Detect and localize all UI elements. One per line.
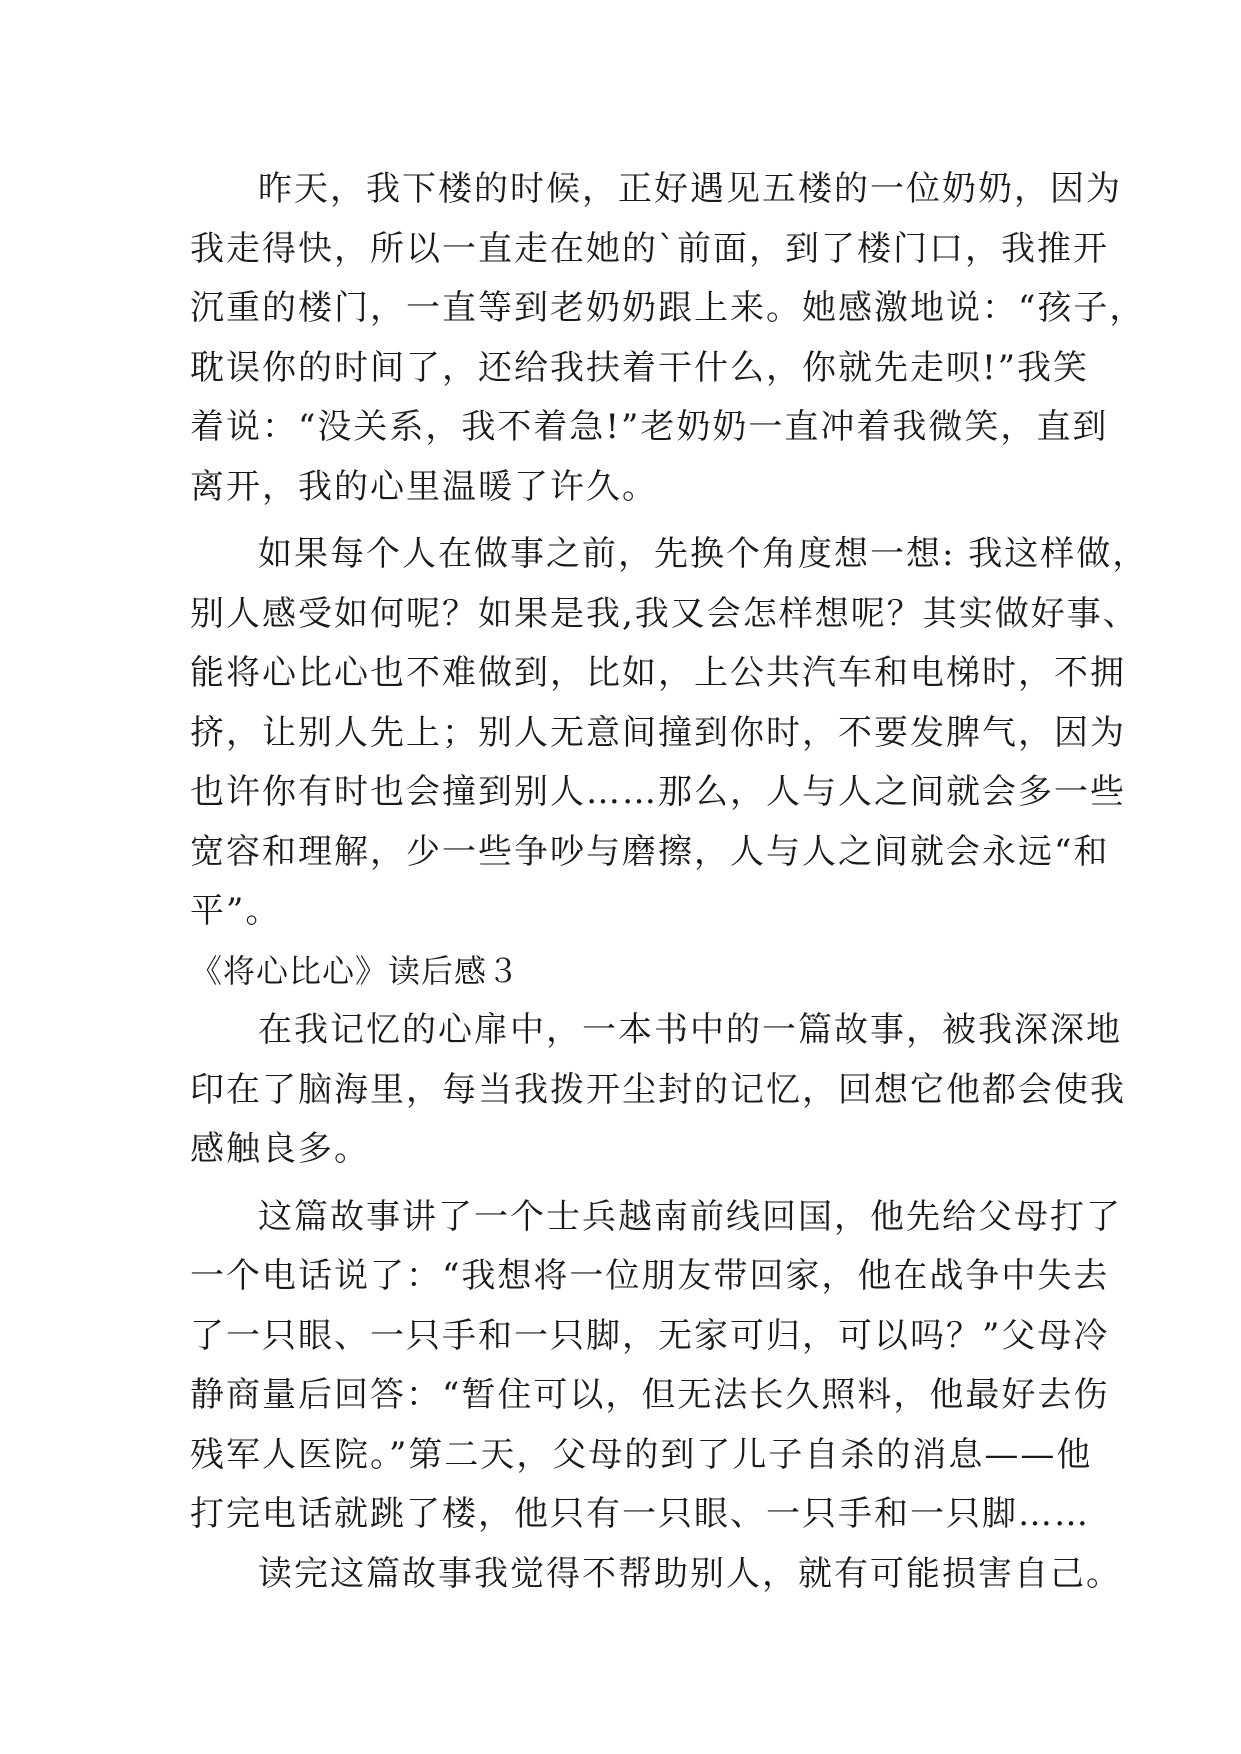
text-line: 感触良多。 <box>190 1129 370 1169</box>
text-line: 一个电话说了：“我想将一位朋友带回家，他在战争中失去 <box>190 1256 1110 1296</box>
text-line: 沉重的楼门，一直等到老奶奶跟上来。她感激地说：“孩子， <box>190 288 1146 328</box>
text-line: 着说：“没关系，我不着急!”老奶奶一直冲着我微笑，直到 <box>190 407 1109 447</box>
text-line: 平”。 <box>190 891 282 931</box>
text-line: 在我记忆的心扉中，一本书中的一篇故事，被我深深地 <box>258 1010 1122 1050</box>
paragraph <box>190 525 1149 942</box>
document-body <box>190 160 1149 1604</box>
text-line: 打完电话就跳了楼，他只有一只眼、一只手和一只脚…… <box>190 1494 1090 1534</box>
text-line: 挤，让别人先上；别人无意间撞到你时，不要发脾气，因为 <box>190 712 1126 753</box>
text-line: 印在了脑海里，每当我拨开尘封的记忆，回想它他都会使我 <box>190 1069 1126 1110</box>
text-line: 如果每个人在做事之前，先换个角度想一想: 我这样做， <box>258 534 1149 574</box>
text-line: 残军人医院。”第二天，父母的到了儿子自杀的消息——他 <box>190 1434 1093 1475</box>
paragraph <box>190 1545 1122 1605</box>
text-line: 昨天，我下楼的时候，正好遇见五楼的一位奶奶，因为 <box>258 169 1122 209</box>
text-line: 这篇故事讲了一个士兵越南前线回国，他先给父母打了 <box>258 1196 1122 1237</box>
text-line: 离开，我的心里温暖了许久。 <box>190 466 658 507</box>
paragraph <box>190 1001 1126 1180</box>
text-line: 宽容和理解，少一些争吵与磨擦，人与人之间就会永远“和 <box>190 831 1110 872</box>
paragraph <box>190 1188 1122 1545</box>
text-line: 读完这篇故事我觉得不帮助别人，就有可能损害自己。 <box>258 1553 1122 1594</box>
section-heading: 《将心比心》读后感３ <box>190 951 521 990</box>
text-line: 静商量后回答：“暂住可以，但无法长久照料，他最好去伤 <box>190 1375 1110 1415</box>
text-line: 别人感受如何呢？如果是我,我又会怎样想呢？其实做好事、 <box>190 593 1139 634</box>
text-line: 耽误你的时间了，还给我扶着干什么，你就先走呗!”我笑 <box>190 347 1090 388</box>
text-line: 我走得快，所以一直走在她的`前面，到了楼门口，我推开 <box>190 228 1109 269</box>
paragraph <box>190 160 1146 517</box>
text-line: 了一只眼、一只手和一只脚，无家可归，可以吗？”父母冷 <box>190 1315 1110 1356</box>
text-line: 能将心比心也不难做到，比如，上公共汽车和电梯时，不拥 <box>190 653 1126 693</box>
text-line: 也许你有时也会撞到别人……那么，人与人之间就会多一些 <box>190 772 1126 812</box>
